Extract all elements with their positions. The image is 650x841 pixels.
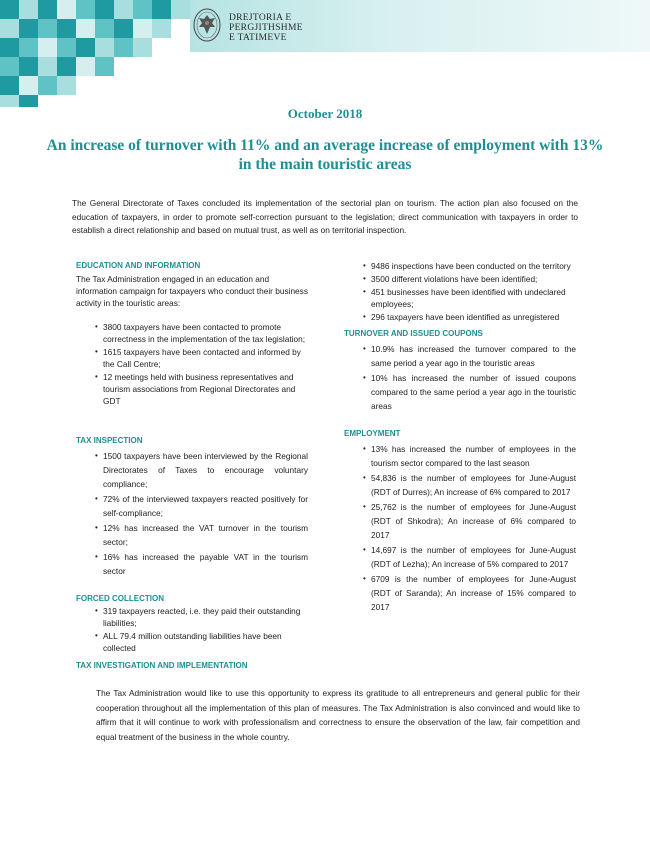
list-item: • 10% has increased the number of issued coupons compared to the same period a year ago in the touristic areas bbox=[363, 373, 576, 411]
right-column bbox=[344, 260, 576, 614]
turnover-heading: TURNOVER AND ISSUED COUPONS bbox=[344, 329, 483, 338]
education-text: The Tax Administration engaged in an education and information campaign for taxpayers who conduct their business activity in the touristic areas: bbox=[76, 274, 308, 308]
list-item: • 13% has increased the number of employees in the tourism sector compared to the last season bbox=[363, 444, 576, 468]
inspections-list bbox=[344, 260, 576, 323]
page-title: An increase of turnover with 11% and an average increase of employment with 13% in the main touristic areas bbox=[46, 137, 604, 173]
list-item: • 9486 inspections have been conducted on the territory bbox=[363, 261, 571, 271]
list-item: • 451 businesses have been identified with undeclared employees; bbox=[363, 287, 566, 309]
education-heading: EDUCATION AND INFORMATION bbox=[76, 261, 201, 270]
forced-collection-list bbox=[76, 605, 308, 654]
list-item: • 6709 is the number of employees for June-August (RDT of Saranda); An increase of 15% compared to 2017 bbox=[363, 574, 576, 612]
list-item: • 3500 different violations have been identified; bbox=[363, 274, 538, 284]
education-list bbox=[76, 321, 308, 407]
list-item: • 1500 taxpayers have been interviewed by the Regional Directorates of Taxes to encourage voluntary compliance; bbox=[95, 451, 308, 489]
list-item: • 3800 taxpayers have been contacted to promote correctness in the implementation of the tax legislation; bbox=[95, 322, 305, 344]
turnover-list bbox=[344, 342, 576, 413]
logo-line-1: DREJTORIA E bbox=[229, 13, 292, 23]
list-item: • 319 taxpayers reacted, i.e. they paid their outstanding liabilities; bbox=[95, 606, 301, 628]
header-mosaic bbox=[0, 0, 190, 110]
investigation-heading: TAX INVESTIGATION AND IMPLEMENTATION bbox=[76, 661, 248, 670]
tax-inspection-list bbox=[76, 449, 308, 578]
forced-collection-heading: FORCED COLLECTION bbox=[76, 594, 164, 603]
list-item: • 54,836 is the number of employees for June-August (RDT of Durres); An increase of 6% compared to 2017 bbox=[363, 473, 576, 497]
list-item: • 25,762 is the number of employees for June-August (RDT of Shkodra); An increase of 6% compared to 2017 bbox=[363, 502, 576, 540]
list-item: • 72% of the interviewed taxpayers reacted positively for self-compliance; bbox=[95, 494, 308, 518]
intro-paragraph: The General Directorate of Taxes concluded its implementation of the sectorial plan on tourism. The action plan also focused on the education of taxpayers, in order to promote self-correction pursuant to the legislation; direct communication with taxpayers in order to establish a direct relationship and based on mutual trust, as well as on territorial inspection. bbox=[72, 198, 578, 235]
list-item: • 16% has increased the payable VAT in the tourism sector bbox=[95, 552, 308, 576]
list-item: • 1615 taxpayers have been contacted and informed by the Call Centre; bbox=[95, 347, 301, 369]
logo-line-2: PERGJITHSHME bbox=[229, 23, 303, 33]
list-item: • ALL 79.4 million outstanding liabilities have been collected bbox=[95, 631, 282, 653]
list-item: • 12% has increased the VAT turnover in the tourism sector; bbox=[95, 523, 308, 547]
logo-text bbox=[229, 13, 303, 43]
left-column bbox=[76, 260, 308, 672]
list-item: • 14,697 is the number of employees for June-August (RDT of Lezha); An increase of 5% compared to 2017 bbox=[363, 545, 576, 569]
list-item: • 12 meetings held with business representatives and tourism associations from Regional Directorates and GDT bbox=[95, 372, 296, 406]
list-item: • 10.9% has increased the turnover compared to the same period a year ago in the touristic areas bbox=[363, 344, 576, 368]
tax-inspection-heading: TAX INSPECTION bbox=[76, 436, 143, 445]
employment-heading: EMPLOYMENT bbox=[344, 429, 401, 438]
employment-list bbox=[344, 442, 576, 614]
list-item: • 296 taxpayers have been identified as unregistered bbox=[363, 312, 560, 322]
closing-paragraph: The Tax Administration would like to use this opportunity to express its gratitude to all entrepreneurs and general public for their cooperation throughout all the implementation of this plan of measures. The Tax Administration is also convinced and would like to affirm that it will continue to work with professionalism and correctness to ensure the observation of the law, fair competition and equal treatment of the business in the whole country. bbox=[96, 688, 580, 742]
logo-line-3: E TATIMEVE bbox=[229, 33, 287, 43]
eagle-seal-icon bbox=[191, 6, 223, 44]
date: October 2018 bbox=[287, 106, 363, 121]
